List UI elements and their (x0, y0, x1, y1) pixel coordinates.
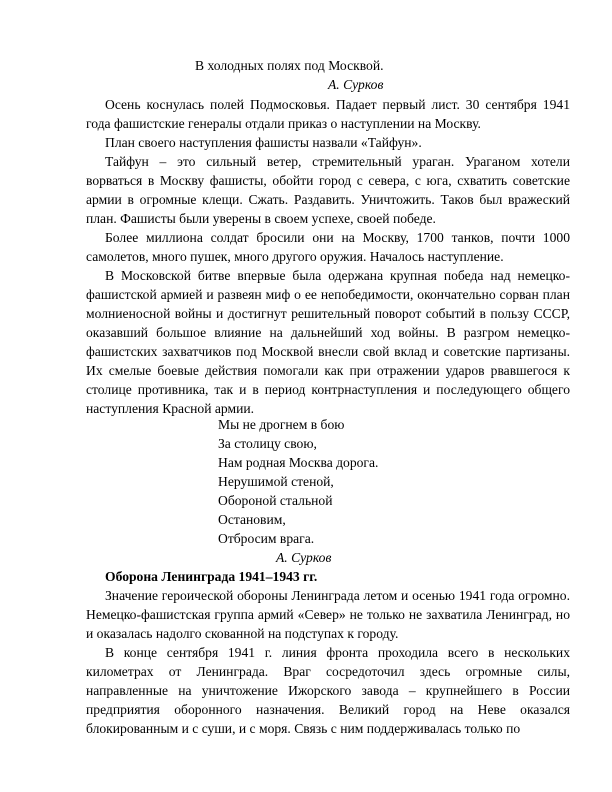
poem (218, 415, 378, 548)
section-heading: Оборона Ленинграда 1941–1943 гг. (105, 569, 318, 584)
poem-line: Нам родная Москва дорога. (218, 455, 379, 470)
paragraph: Осень коснулась полей Подмосковья. Падает первый лист. 30 сентября 1941 года фашистские генералы отдали приказ о наступлении на Москву. (86, 97, 570, 131)
poem-line: Остановим, (218, 512, 286, 527)
poem-line: Мы не дрогнем в бою (218, 417, 345, 432)
poem-line: Нерушимой стеной, (218, 474, 334, 489)
paragraph: Значение героической обороны Ленинграда летом и осенью 1941 года огромно. Немецко-фашистская группа армий «Север» не только не захватила Ленинград, но и оказалась надолго скованной на подступах к городу. (86, 588, 570, 641)
poem-line: Обороной стальной (218, 493, 333, 508)
paragraph: Более миллиона солдат бросили они на Москву, 1700 танков, почти 1000 самолетов, много пушек, много другого оружия. Началось наступление. (86, 230, 570, 264)
paragraph: Тайфун – это сильный ветер, стремительный ураган. Ураганом хотели ворваться в Москву фашисты, обойти город с севера, с юга, схватить советские армии в огромные клещи. Сжать. Раздавить. Уничтожить. Таков был вражеский план. Фашисты были уверены в своем успехе, своей победе. (86, 154, 570, 226)
section-leningrad-body (86, 567, 570, 738)
paragraph: В конце сентября 1941 г. линия фронта проходила всего в нескольких километрах от Ленинграда. Враг сосредоточил здесь огромные силы, направленные на уничтожение Ижорского завода – крупнейшего в России предприятия оборонного назначения. Великий город на Неве оказался блокированным и с суши, и с моря. Связь с ним поддерживалась только по (86, 645, 570, 736)
poem-author: А. Сурков (276, 550, 332, 565)
paragraph: План своего наступления фашисты назвали «Тайфун». (105, 135, 422, 150)
poem-line: Отбросим врага. (218, 531, 315, 546)
document-title: В холодных полях под Москвой. (195, 58, 384, 73)
section-moscow-body (86, 95, 570, 418)
paragraph: В Московской битве впервые была одержана крупная победа над немецко-фашистской армией и развеян миф о ее непобедимости, окончательно сорван план молниеносной войны и достигнут решительный поворот событий в пользу СССР, оказавший большое влияние на дальнейший ход войны. В разгром немецко-фашистских захватчиков под Москвой внесли свой вклад и советские партизаны. Их смелые боевые действия помогали как при отражении ударов рвавшегося к столице противника, так и в период контрнаступления и последующего общего наступления Красной армии. (86, 268, 570, 416)
poem-line: За столицу свою, (218, 436, 317, 451)
title-author: А. Сурков (328, 77, 384, 92)
